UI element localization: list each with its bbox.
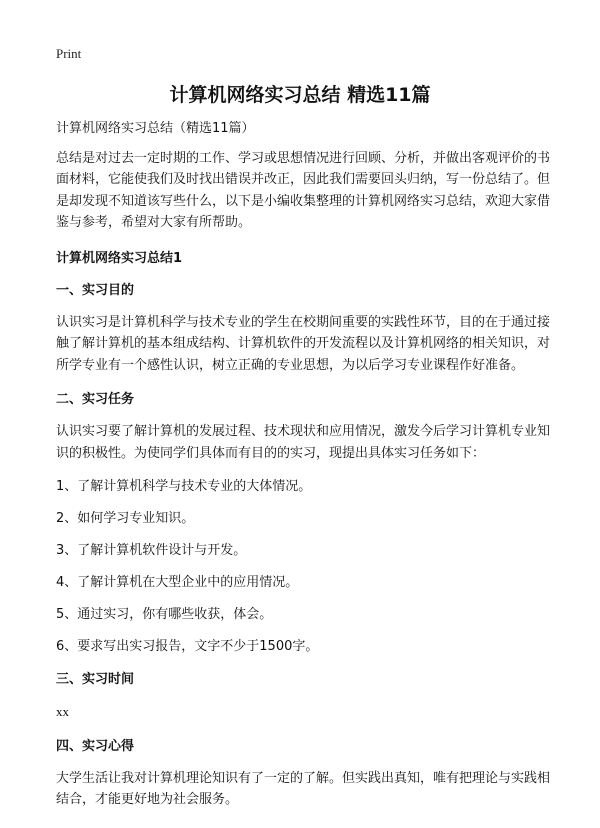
tasks-paragraph: 认识实习要了解计算机的发展过程、技术现状和应用情况，激发今后学习计算机专业知识的积极性。为使同学们具体而有目的的实习，现提出具体实习任务如下： <box>56 424 551 461</box>
heading-reflection: 四、实习心得 <box>56 738 135 754</box>
purpose-paragraph: 认识实习是计算机科学与技术专业的学生在校期间重要的实践性环节，目的在于通过接触了解计算机的基本组成结构、计算机软件的开发流程以及计算机网络的相关知识，对所学专业有一个感性认识，树立正确的专业思想，为以后学习专业课程作好准备。 <box>56 314 551 373</box>
task-item-4: 4、了解计算机在大型企业中的应用情况。 <box>56 575 299 590</box>
heading-time: 三、实习时间 <box>56 672 135 687</box>
reflection-paragraph: 大学生活让我对计算机理论知识有了一定的了解。但实践出真知，唯有把理论与实践相结合，才能更好地为社会服务。 <box>56 770 551 807</box>
task-item-1: 1、了解计算机科学与技术专业的大体情况。 <box>56 479 312 494</box>
document-body <box>56 118 550 824</box>
task-item-6: 6、要求写出实习报告，文字不少于1500字。 <box>56 639 319 654</box>
task-item-3: 3、了解计算机软件设计与开发。 <box>56 543 247 558</box>
document-title: 计算机网络实习总结 精选11篇 <box>169 84 431 106</box>
time-value: xx <box>56 704 69 719</box>
print-label: Print <box>56 46 82 61</box>
heading-tasks: 二、实习任务 <box>56 392 135 407</box>
section-heading: 计算机网络实习总结1 <box>56 250 183 266</box>
document-subtitle: 计算机网络实习总结（精选11篇） <box>56 121 255 136</box>
heading-purpose: 一、实习目的 <box>56 282 135 298</box>
task-item-5: 5、通过实习，你有哪些收获，体会。 <box>56 607 273 622</box>
intro-paragraph: 总结是对过去一定时期的工作、学习或思想情况进行回顾、分析，并做出客观评价的书面材料，它能使我们及时找出错误并改正，因此我们需要回头归纳，写一份总结了。但是却发现不知道该写些什么，以下是小编收集整理的计算机网络实习总结，欢迎大家借鉴与参考，希望对大家有所帮助。 <box>56 150 551 230</box>
task-item-2: 2、如何学习专业知识。 <box>56 511 195 526</box>
